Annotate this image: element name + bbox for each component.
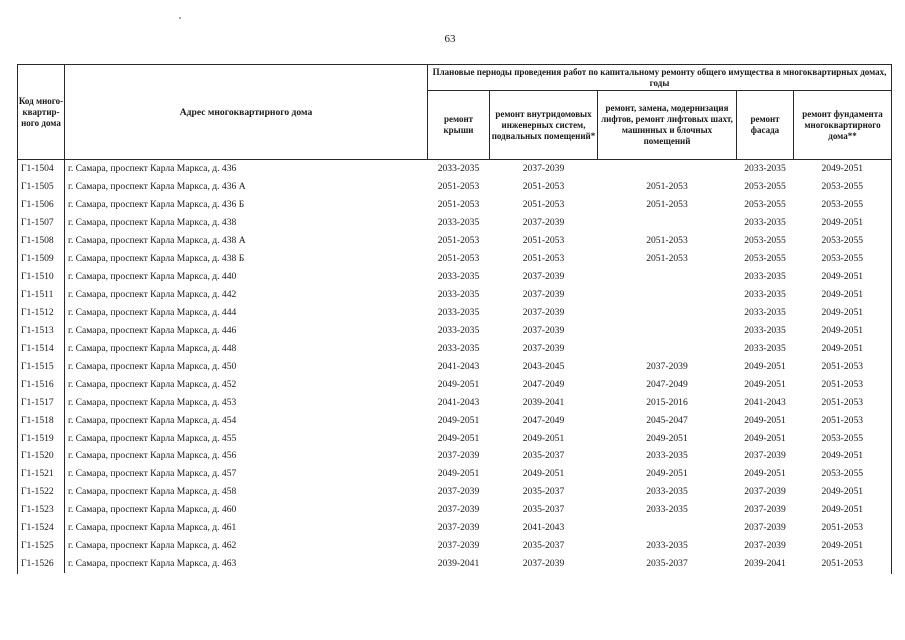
row-code: Г1-1515	[18, 357, 65, 375]
page-number: 63	[444, 33, 456, 45]
row-systems-period: 2035-2037	[522, 540, 565, 552]
row-address: г. Самара, проспект Карла Маркса, д. 457	[65, 465, 428, 483]
table-row	[18, 304, 892, 322]
row-facade-period: 2037-2039	[744, 450, 786, 462]
row-roof-period: 2039-2041	[437, 558, 480, 570]
row-code: Г1-1518	[18, 411, 65, 429]
row-code: Г1-1508	[18, 232, 65, 250]
row-address: г. Самара, проспект Карла Маркса, д. 452	[65, 375, 428, 393]
row-address: г. Самара, проспект Карла Маркса, д. 438	[65, 214, 428, 232]
row-code: Г1-1506	[18, 196, 65, 214]
row-code: Г1-1519	[18, 429, 65, 447]
row-lifts-period: 2045-2047	[646, 414, 688, 426]
row-roof-period: 2049-2051	[437, 432, 480, 444]
row-facade-period: 2041-2043	[744, 396, 786, 408]
row-roof-period: 2049-2051	[437, 378, 480, 390]
row-foundation-period: 2049-2051	[794, 286, 892, 304]
row-systems-period: 2037-2039	[522, 342, 565, 354]
table-row	[18, 501, 892, 519]
row-lifts-period	[598, 339, 737, 357]
row-lifts-period: 2049-2051	[646, 468, 688, 480]
row-code: Г1-1526	[18, 555, 65, 573]
row-lifts-period: 2051-2053	[646, 235, 688, 247]
row-roof-period: 2037-2039	[437, 450, 480, 462]
header-systems: ремонт внутридомовых инженерных систем, подвальных помещений*	[490, 91, 598, 160]
row-lifts-period: 2051-2053	[646, 181, 688, 193]
row-roof-period: 2037-2039	[437, 486, 480, 498]
table-row	[18, 196, 892, 214]
row-lifts-period	[598, 160, 737, 178]
table-row	[18, 375, 892, 393]
row-foundation-period: 2051-2053	[794, 519, 892, 537]
table-row	[18, 393, 892, 411]
table-row	[18, 483, 892, 501]
row-facade-period: 2053-2055	[744, 253, 786, 265]
row-address: г. Самара, проспект Карла Маркса, д. 463	[65, 555, 428, 573]
row-systems-period: 2049-2051	[522, 432, 565, 444]
row-systems-period: 2037-2039	[522, 217, 565, 229]
row-facade-period: 2053-2055	[744, 181, 786, 193]
row-code: Г1-1512	[18, 304, 65, 322]
row-code: Г1-1517	[18, 393, 65, 411]
row-lifts-period	[598, 304, 737, 322]
row-foundation-period: 2053-2055	[794, 465, 892, 483]
row-foundation-period: 2049-2051	[794, 214, 892, 232]
row-code: Г1-1507	[18, 214, 65, 232]
row-foundation-period: 2049-2051	[794, 304, 892, 322]
header-code: Код много-квартир-ного дома	[18, 65, 65, 160]
row-lifts-period: 2033-2035	[646, 540, 688, 552]
row-facade-period: 2033-2035	[744, 306, 786, 318]
row-facade-period: 2033-2035	[744, 289, 786, 301]
table-row	[18, 268, 892, 286]
table-row	[18, 447, 892, 465]
row-code: Г1-1513	[18, 321, 65, 339]
row-address: г. Самара, проспект Карла Маркса, д. 444	[65, 304, 428, 322]
row-foundation-period: 2051-2053	[794, 375, 892, 393]
row-systems-period: 2039-2041	[522, 396, 565, 408]
header-facade: ремонт фасада	[737, 91, 794, 160]
header-roof: ремонт крыши	[428, 91, 490, 160]
row-address: г. Самара, проспект Карла Маркса, д. 450	[65, 357, 428, 375]
row-foundation-period: 2053-2055	[794, 232, 892, 250]
row-foundation-period: 2049-2051	[794, 321, 892, 339]
table-row	[18, 232, 892, 250]
table-row	[18, 178, 892, 196]
row-address: г. Самара, проспект Карла Маркса, д. 436	[65, 160, 428, 178]
row-code: Г1-1522	[18, 483, 65, 501]
row-lifts-period	[598, 321, 737, 339]
row-roof-period: 2051-2053	[437, 253, 480, 265]
row-systems-period: 2037-2039	[522, 558, 565, 570]
table-row	[18, 429, 892, 447]
row-facade-period: 2037-2039	[744, 486, 786, 498]
row-address: г. Самара, проспект Карла Маркса, д. 460	[65, 501, 428, 519]
row-roof-period: 2033-2035	[437, 342, 480, 354]
row-facade-period: 2033-2035	[744, 217, 786, 229]
row-address: г. Самара, проспект Карла Маркса, д. 453	[65, 393, 428, 411]
row-roof-period: 2051-2053	[437, 199, 480, 211]
row-systems-period: 2049-2051	[522, 468, 565, 480]
row-facade-period: 2033-2035	[744, 324, 786, 336]
row-roof-period: 2049-2051	[437, 468, 480, 480]
row-roof-period: 2033-2035	[437, 163, 480, 175]
row-lifts-period: 2015-2016	[646, 396, 688, 408]
row-systems-period: 2047-2049	[522, 414, 565, 426]
row-address: г. Самара, проспект Карла Маркса, д. 442	[65, 286, 428, 304]
row-code: Г1-1510	[18, 268, 65, 286]
row-facade-period: 2049-2051	[744, 432, 786, 444]
row-systems-period: 2035-2037	[522, 486, 565, 498]
row-address: г. Самара, проспект Карла Маркса, д. 438 Б	[65, 250, 428, 268]
row-systems-period: 2037-2039	[522, 163, 565, 175]
row-roof-period: 2033-2035	[437, 306, 480, 318]
table-row	[18, 250, 892, 268]
header-lifts: ремонт, замена, модернизация лифтов, ремонт лифтовых шахт, машинных и блочных помещений	[598, 91, 737, 160]
row-lifts-period: 2051-2053	[646, 199, 688, 211]
row-systems-period: 2043-2045	[522, 360, 565, 372]
row-address: г. Самара, проспект Карла Маркса, д. 455	[65, 429, 428, 447]
capital-repair-table	[17, 64, 892, 574]
row-code: Г1-1514	[18, 339, 65, 357]
row-code: Г1-1524	[18, 519, 65, 537]
row-address: г. Самара, проспект Карла Маркса, д. 456	[65, 447, 428, 465]
row-address: г. Самара, проспект Карла Маркса, д. 458	[65, 483, 428, 501]
row-facade-period: 2037-2039	[744, 504, 786, 516]
row-lifts-period: 2033-2035	[646, 486, 688, 498]
table-row	[18, 555, 892, 573]
row-systems-period: 2051-2053	[522, 253, 565, 265]
row-foundation-period: 2051-2053	[794, 411, 892, 429]
row-facade-period: 2033-2035	[744, 271, 786, 283]
table-row	[18, 411, 892, 429]
row-facade-period: 2049-2051	[744, 360, 786, 372]
row-roof-period: 2051-2053	[437, 181, 480, 193]
row-lifts-period	[598, 286, 737, 304]
table-row	[18, 465, 892, 483]
row-systems-period: 2037-2039	[522, 306, 565, 318]
row-facade-period: 2033-2035	[744, 163, 786, 175]
table-row	[18, 519, 892, 537]
row-code: Г1-1520	[18, 447, 65, 465]
header-periods-group: Плановые периоды проведения работ по капитальному ремонту общего имущества в многоквартирных домах, годы	[428, 65, 892, 91]
row-address: г. Самара, проспект Карла Маркса, д. 440	[65, 268, 428, 286]
row-roof-period: 2037-2039	[437, 504, 480, 516]
table-body	[18, 160, 892, 574]
scan-speck	[179, 17, 181, 19]
row-foundation-period: 2053-2055	[794, 429, 892, 447]
row-foundation-period: 2049-2051	[794, 483, 892, 501]
row-systems-period: 2037-2039	[522, 324, 565, 336]
row-code: Г1-1525	[18, 537, 65, 555]
header-address: Адрес многоквартирного дома	[65, 65, 428, 160]
row-address: г. Самара, проспект Карла Маркса, д. 436 А	[65, 178, 428, 196]
row-roof-period: 2049-2051	[437, 414, 480, 426]
row-systems-period: 2035-2037	[522, 504, 565, 516]
row-systems-period: 2051-2053	[522, 199, 565, 211]
row-facade-period: 2039-2041	[744, 558, 786, 570]
row-systems-period: 2051-2053	[522, 181, 565, 193]
row-address: г. Самара, проспект Карла Маркса, д. 436 Б	[65, 196, 428, 214]
row-code: Г1-1523	[18, 501, 65, 519]
row-roof-period: 2033-2035	[437, 289, 480, 301]
row-foundation-period: 2051-2053	[794, 357, 892, 375]
row-lifts-period	[598, 214, 737, 232]
row-facade-period: 2037-2039	[744, 540, 786, 552]
row-foundation-period: 2051-2053	[794, 393, 892, 411]
row-lifts-period	[598, 268, 737, 286]
row-address: г. Самара, проспект Карла Маркса, д. 438 А	[65, 232, 428, 250]
row-foundation-period: 2049-2051	[794, 447, 892, 465]
row-address: г. Самара, проспект Карла Маркса, д. 454	[65, 411, 428, 429]
row-systems-period: 2037-2039	[522, 271, 565, 283]
row-facade-period: 2053-2055	[744, 199, 786, 211]
row-roof-period: 2037-2039	[437, 522, 480, 534]
row-code: Г1-1504	[18, 160, 65, 178]
row-lifts-period: 2049-2051	[646, 432, 688, 444]
table-row	[18, 537, 892, 555]
table-row	[18, 214, 892, 232]
row-code: Г1-1509	[18, 250, 65, 268]
row-roof-period: 2041-2043	[437, 360, 480, 372]
row-lifts-period	[598, 519, 737, 537]
row-facade-period: 2053-2055	[744, 235, 786, 247]
row-facade-period: 2037-2039	[744, 522, 786, 534]
row-lifts-period: 2051-2053	[646, 253, 688, 265]
row-roof-period: 2041-2043	[437, 396, 480, 408]
table-row	[18, 160, 892, 178]
row-facade-period: 2049-2051	[744, 378, 786, 390]
row-roof-period: 2033-2035	[437, 217, 480, 229]
row-foundation-period: 2053-2055	[794, 250, 892, 268]
row-roof-period: 2033-2035	[437, 271, 480, 283]
row-lifts-period: 2047-2049	[646, 378, 688, 390]
row-foundation-period: 2051-2053	[794, 555, 892, 573]
row-lifts-period: 2033-2035	[646, 450, 688, 462]
table-row	[18, 357, 892, 375]
row-code: Г1-1521	[18, 465, 65, 483]
row-address: г. Самара, проспект Карла Маркса, д. 461	[65, 519, 428, 537]
row-code: Г1-1511	[18, 286, 65, 304]
table-row	[18, 339, 892, 357]
row-roof-period: 2051-2053	[437, 235, 480, 247]
row-systems-period: 2041-2043	[522, 522, 565, 534]
row-foundation-period: 2053-2055	[794, 196, 892, 214]
row-foundation-period: 2049-2051	[794, 160, 892, 178]
row-lifts-period: 2037-2039	[646, 360, 688, 372]
row-systems-period: 2035-2037	[522, 450, 565, 462]
row-foundation-period: 2049-2051	[794, 537, 892, 555]
row-systems-period: 2051-2053	[522, 235, 565, 247]
row-foundation-period: 2049-2051	[794, 501, 892, 519]
row-address: г. Самара, проспект Карла Маркса, д. 462	[65, 537, 428, 555]
row-systems-period: 2037-2039	[522, 289, 565, 301]
row-lifts-period: 2033-2035	[646, 504, 688, 516]
row-systems-period: 2047-2049	[522, 378, 565, 390]
row-code: Г1-1505	[18, 178, 65, 196]
row-facade-period: 2049-2051	[744, 468, 786, 480]
row-lifts-period: 2035-2037	[646, 558, 688, 570]
row-address: г. Самара, проспект Карла Маркса, д. 446	[65, 321, 428, 339]
row-address: г. Самара, проспект Карла Маркса, д. 448	[65, 339, 428, 357]
row-foundation-period: 2053-2055	[794, 178, 892, 196]
row-code: Г1-1516	[18, 375, 65, 393]
row-foundation-period: 2049-2051	[794, 339, 892, 357]
row-roof-period: 2037-2039	[437, 540, 480, 552]
row-roof-period: 2033-2035	[437, 324, 480, 336]
row-facade-period: 2033-2035	[744, 342, 786, 354]
table-row	[18, 321, 892, 339]
row-foundation-period: 2049-2051	[794, 268, 892, 286]
header-foundation: ремонт фундамента многоквартирного дома**	[794, 91, 892, 160]
row-facade-period: 2049-2051	[744, 414, 786, 426]
table-row	[18, 286, 892, 304]
